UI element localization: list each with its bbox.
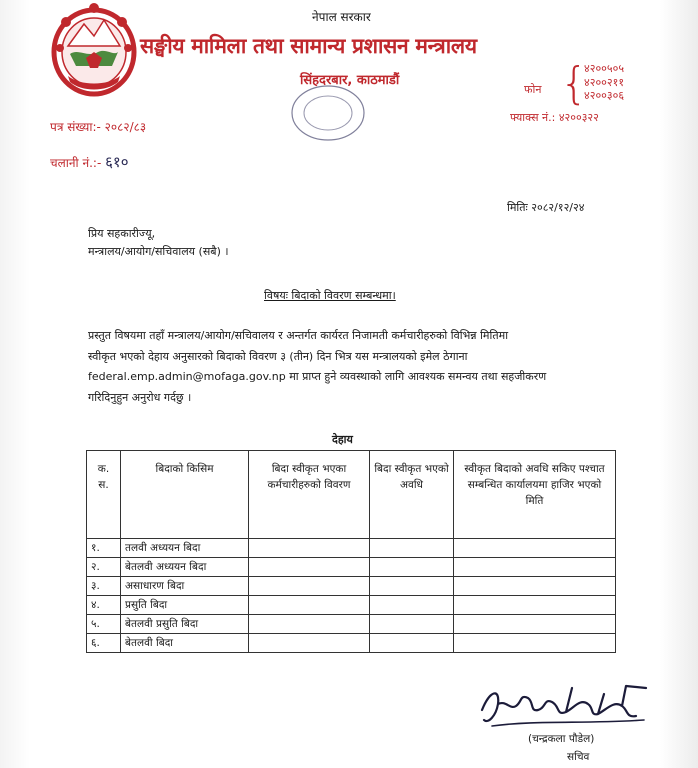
serial-cell: ६. [87,634,121,653]
table-row [87,558,616,577]
blank-cell [249,558,370,577]
table-row [87,596,616,615]
dispatch-number [50,152,129,172]
serial-cell: १. [87,539,121,558]
blank-cell [454,596,616,615]
body-line: स्वीकृत भएको देहाय अनुसारको बिदाको विवरण ३ (तीन) दिन भित्र यस मन्त्रालयको इमेल ठेगाना [88,349,468,363]
fax-number: फ्याक्स नं.: ४२००३२२ [510,111,599,124]
table-row [87,615,616,634]
body-line: गरिदिनुहुन अनुरोध गर्दछु । [88,390,192,404]
column-header: बिदा स्वीकृत भएका कर्मचारीहरुको विवरण [249,451,370,539]
subject-line: विषयः बिदाको विवरण सम्बन्धमा। [264,289,396,302]
blank-cell [370,577,454,596]
leave-type-cell: तलवी अध्ययन बिदा [121,539,249,558]
leave-type-cell: बेतलवी प्रसुति बिदा [121,615,249,634]
serial-cell: ४. [87,596,121,615]
signatory-title: सचिव [567,751,590,763]
phone-label: फोन [524,83,542,96]
blank-cell [370,558,454,577]
blank-cell [370,596,454,615]
blank-cell [249,577,370,596]
table-title: देहाय [332,433,353,446]
phone-number: ४२००२११ [584,75,625,89]
leave-type-cell: प्रसुति बिदा [121,596,249,615]
salutation: प्रिय सहकारीज्यू, [88,227,156,240]
phone-brace: { [560,58,588,109]
serial-cell: ३. [87,577,121,596]
table-row [87,634,616,653]
ministry-title: सङ्घीय मामिला तथा सामान्य प्रशासन मन्त्रालय [140,34,477,58]
table-row [87,577,616,596]
serial-cell: २. [87,558,121,577]
ministry-location: सिंहदरबार, काठमाडौं [300,73,400,88]
body-line: federal.emp.admin@mofaga.gov.np मा प्राप्त हुने व्यवस्थाको लागि आवश्यक समन्वय तथा सहजीकरण [88,370,547,383]
blank-cell [249,615,370,634]
leave-type-cell: बेतलवी बिदा [121,634,249,653]
blank-cell [454,539,616,558]
handwritten-signature-icon [476,680,652,734]
body-paragraph [88,326,614,408]
office-stamp-icon [288,82,368,144]
column-header: बिदाको किसिम [121,451,249,539]
phone-number: ४२००३०६ [584,89,625,102]
table-row [87,539,616,558]
nepal-emblem-icon [48,2,140,98]
phone-number: ४२००५०५ [584,62,625,75]
blank-cell [249,634,370,653]
column-header: क. स. [87,451,121,539]
dispatch-value: ६१० [105,153,129,171]
blank-cell [370,634,454,653]
leave-details-table [86,450,616,653]
letter-date: मितिः २०८२/१२/२४ [507,201,585,214]
blank-cell [454,577,616,596]
leave-type-cell: बेतलवी अध्ययन बिदा [121,558,249,577]
blank-cell [370,615,454,634]
column-header: स्वीकृत बिदाको अवधि सकिए पश्चात सम्बन्धित कार्यालयमा हाजिर भएको मिति [454,451,616,539]
blank-cell [370,539,454,558]
dispatch-label: चलानी नं.:- [50,156,102,170]
serial-cell: ५. [87,615,121,634]
blank-cell [454,615,616,634]
blank-cell [249,539,370,558]
signatory-name: (चन्द्रकला पौडेल) [528,733,595,745]
addressee: मन्त्रालय/आयोग/सचिवालय (सबै) । [88,245,229,258]
body-line: प्रस्तुत विषयमा तहाँ मन्त्रालय/आयोग/सचिवालय र अन्तर्गत कार्यरत निजामती कर्मचारीहरुको विभिन्न मितिमा [88,329,509,342]
blank-cell [454,558,616,577]
letter-reference-number: पत्र संख्या:- २०८२/८३ [50,120,147,134]
table-header-row [87,451,616,539]
government-heading: नेपाल सरकार [312,10,371,24]
phone-numbers [584,62,624,103]
blank-cell [454,634,616,653]
leave-type-cell: असाधारण बिदा [121,577,249,596]
blank-cell [249,596,370,615]
column-header: बिदा स्वीकृत भएको अवधि [370,451,454,539]
